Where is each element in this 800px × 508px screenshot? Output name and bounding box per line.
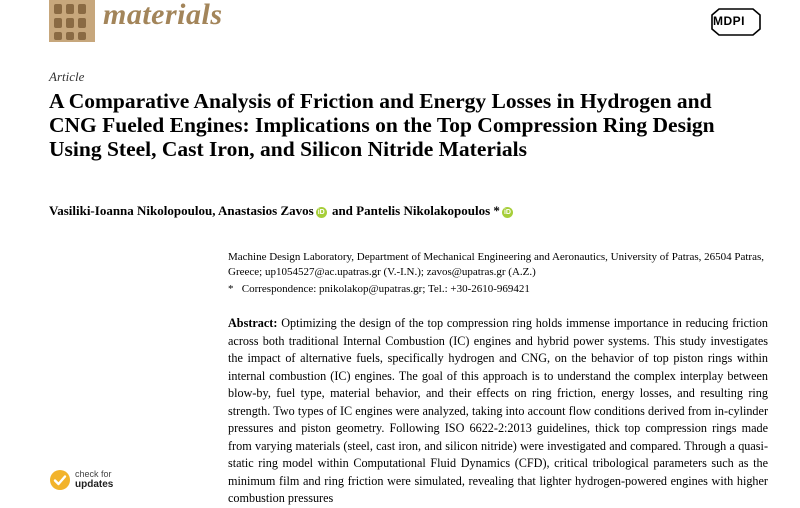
- correspondence: * Correspondence: pnikolakop@upatras.gr; Tel.: +30-2610-969421: [228, 283, 530, 295]
- author-list: [49, 203, 515, 219]
- author-name[interactable]: Pantelis Nikolakopoulos *: [356, 203, 500, 218]
- journal-name: materials: [103, 0, 223, 31]
- author-separator: ,: [212, 203, 218, 218]
- article-title: A Comparative Analysis of Friction and Energy Losses in Hydrogen and CNG Fueled Engines: Implications on the Top Compression Ring Design Using Steel, Cast Iron, and Silicon Nitride Materials: [49, 89, 715, 161]
- journal-logo-icon: [49, 0, 95, 42]
- abstract-label: Abstract:: [228, 316, 278, 330]
- abstract: [228, 315, 768, 508]
- check-updates-icon: [49, 469, 71, 491]
- orcid-icon[interactable]: iD: [317, 209, 325, 216]
- mdpi-logo: [709, 5, 763, 37]
- author-name[interactable]: Anastasios Zavos: [217, 203, 314, 218]
- check-updates-line1: check for: [75, 469, 112, 479]
- author-separator: and: [328, 203, 357, 218]
- check-updates-line2: updates: [75, 479, 114, 490]
- orcid-icon[interactable]: iD: [503, 209, 511, 216]
- abstract-text: Optimizing the design of the top compression ring holds immense importance in reducing friction across both traditional Internal Combustion (IC) engines and hybrid power systems. This study investigates the impact of alternative fuels, specifically hydrogen and CNG, on the behavior of top piston rings within internal combustion (IC) engines. The goal of this approach is to understand the complex interplay between blow-by, fuel type, material behavior, and their effects on ring friction, energy losses, and resulting ring strength. Two types of IC engines were analyzed, taking into account flow conditions derived from in-cylinder pressures and piston geometry. Following ISO 6622-2:2013 guidelines, thick top compression rings made from varying materials (steel, cast iron, and silicon nitride) were investigated and compared. Through a quasi-static ring model within Computational Fluid Dynamics (CFD), critical tribological parameters such as the minimum film and ring friction were simulated, revealing that lighter hydrogen-powered engines with higher combustion pressures: [228, 316, 768, 505]
- publisher-name: MDPI: [713, 14, 745, 28]
- article-type: Article: [49, 69, 85, 84]
- author-name[interactable]: Vasiliki-Ioanna Nikolopoulou: [49, 203, 213, 218]
- affiliation: Machine Design Laboratory, Department of Mechanical Engineering and Aeronautics, University of Patras, 26504 Patras, Greece; up1054527@ac.upatras.gr (V.-I.N.); zavos@upatras.gr (A.Z.): [228, 251, 764, 278]
- check-for-updates-button[interactable]: [49, 466, 139, 496]
